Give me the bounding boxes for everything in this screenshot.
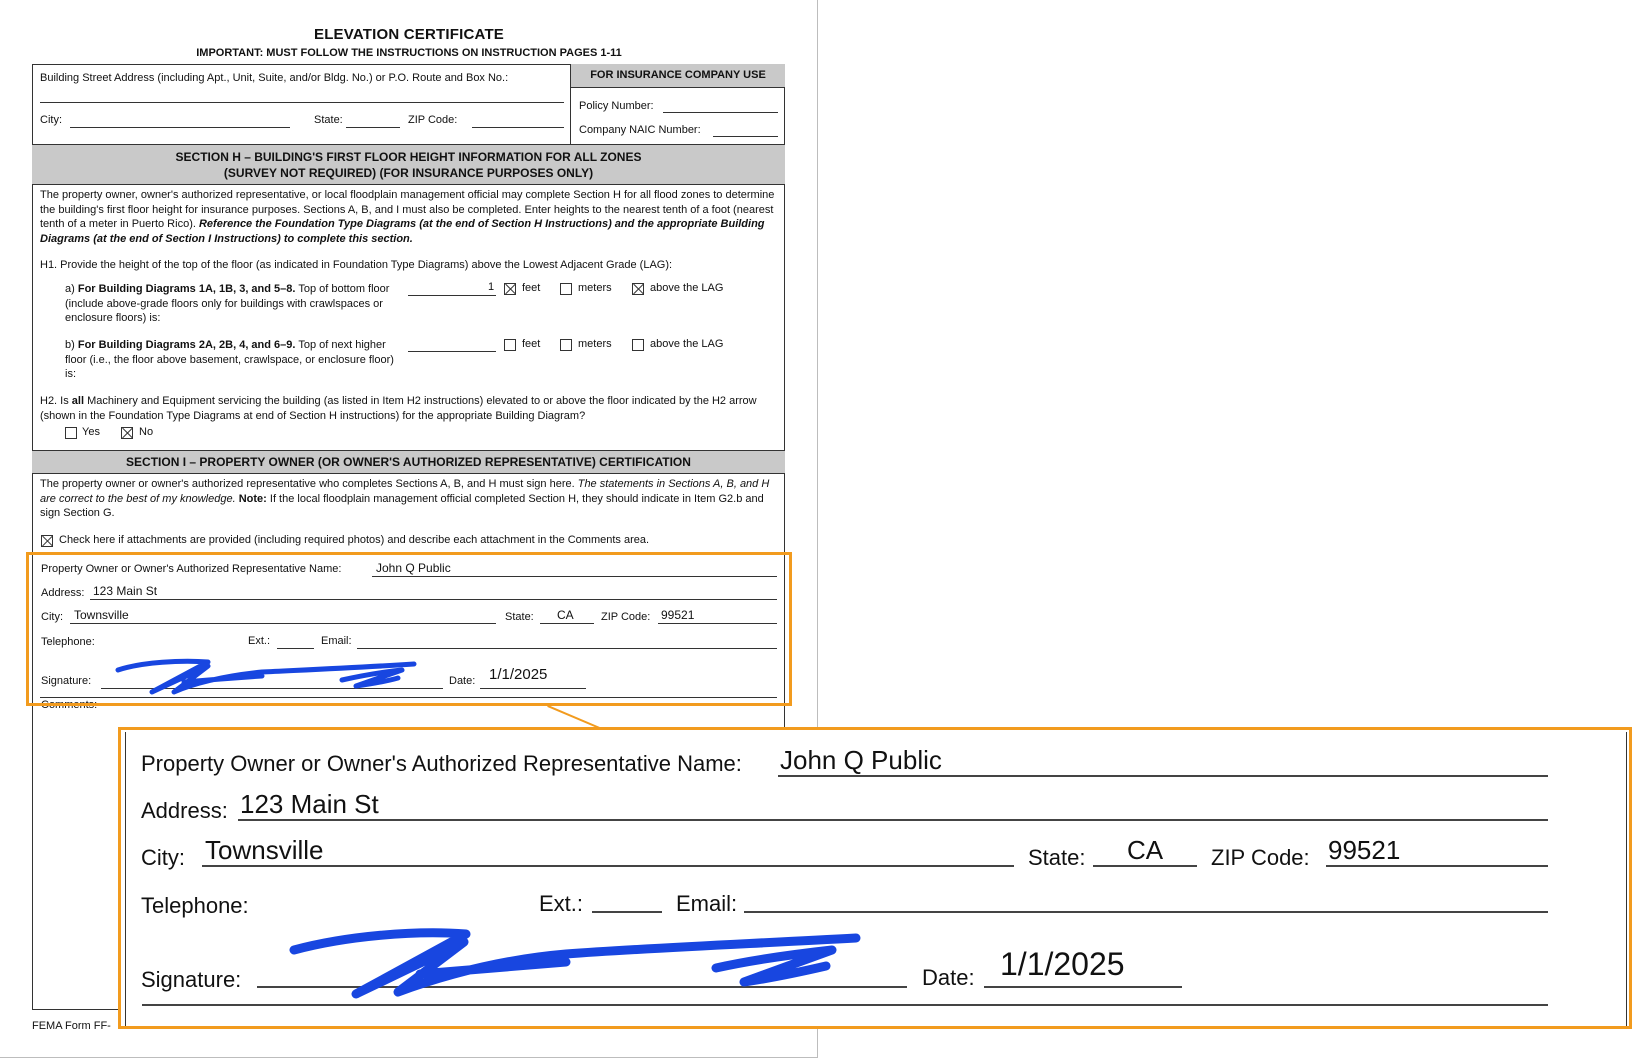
h1a-lag-checkbox[interactable]: [632, 283, 644, 295]
section-h-title-line1: SECTION H – BUILDING'S FIRST FLOOR HEIGHT INFORMATION FOR ALL ZONES: [175, 150, 642, 164]
section-i-intro: [40, 477, 778, 521]
zoom-address-field[interactable]: [238, 819, 1548, 821]
city-field[interactable]: [70, 127, 290, 128]
section-i-header: SECTION I – PROPERTY OWNER (OR OWNER'S AUTHORIZED REPRESENTATIVE) CERTIFICATION: [32, 450, 785, 474]
city-label: City:: [40, 114, 62, 126]
owner-telephone-label: Telephone:: [41, 636, 95, 648]
h2-no-label: No: [139, 426, 154, 438]
h2-text-a: H2. Is: [40, 395, 69, 407]
owner-state-value: CA: [557, 608, 574, 622]
section-h-header: [32, 144, 785, 185]
h1b-height-field[interactable]: [408, 351, 496, 352]
h2-text-all: all: [71, 395, 85, 407]
owner-zip-value: 99521: [661, 608, 695, 622]
building-address-block: [32, 64, 570, 144]
h1b-prefix: b): [65, 339, 75, 351]
zoom-row-rule: [142, 1004, 1548, 1006]
page-title: ELEVATION CERTIFICATE: [313, 26, 505, 43]
zoom-signature-image: [286, 920, 866, 1002]
zoom-city-value: Townsville: [205, 835, 324, 865]
comments-label: Comments:: [41, 699, 98, 711]
insurance-header: FOR INSURANCE COMPANY USE: [571, 64, 785, 88]
zoom-zip-label: ZIP Code:: [1211, 845, 1310, 870]
h1a-prefix: a): [65, 283, 75, 295]
zoom-city-field[interactable]: [202, 865, 1014, 867]
owner-email-label: Email:: [321, 635, 352, 647]
owner-name-label: Property Owner or Owner's Authorized Representative Name:: [41, 563, 342, 575]
zoom-ext-field[interactable]: [592, 911, 662, 913]
owner-city-value: Townsville: [74, 608, 129, 622]
zoom-signature-label: Signature:: [141, 967, 242, 992]
h1a-height-value: 1: [488, 281, 495, 293]
zoom-callout: [118, 727, 1632, 1029]
attachments-label: Check here if attachments are provided (including required photos) and describe each attachment in the Comments area.: [59, 534, 650, 546]
zoom-date-label: Date:: [922, 965, 975, 990]
zoom-email-label: Email:: [676, 891, 738, 916]
zoom-address-label: Address:: [141, 798, 228, 823]
section-i-note: If the local floodplain management official completed Section H, they should indicate in Item G2.b and sign Section G.: [40, 492, 764, 519]
street-address-label: Building Street Address (including Apt., Unit, Suite, and/or Bldg. No.) or P.O. Route and Box No.:: [40, 72, 509, 84]
naic-number-field[interactable]: [713, 136, 778, 137]
h1b-lag-checkbox[interactable]: [632, 339, 644, 351]
h1a-rest: Top of bottom floor (include above-grade floors only for buildings with crawlspaces or enclosure floors) is:: [65, 283, 390, 324]
h1-label: H1. Provide the height of the top of the floor (as indicated in Foundation Type Diagrams) above the Lowest Adjacent Grade (LAG):: [40, 259, 673, 271]
zoom-telephone-label: Telephone:: [141, 893, 249, 918]
zoom-frame: [125, 732, 1627, 1028]
section-i-intro-text: The property owner or owner's authorized representative who completes Sections A, B, and H must sign here.: [40, 478, 575, 490]
h1a-lag-label: above the LAG: [650, 282, 724, 294]
street-address-field[interactable]: [40, 102, 564, 103]
attachments-checkbox[interactable]: [41, 535, 53, 547]
form-footer: FEMA Form FF-: [32, 1020, 111, 1032]
section-h-intro-emphasis: Reference the Foundation Type Diagrams (at the end of Section H Instructions) and the appropriate Building Diagrams (at the end of Section I Instructions) to complete this section.: [40, 218, 765, 245]
zoom-state-value: CA: [1127, 835, 1164, 865]
h1b-feet-checkbox[interactable]: [504, 339, 516, 351]
owner-address-value: 123 Main St: [93, 584, 158, 598]
section-i-note-bold: Note:: [238, 492, 267, 505]
h1a-bold: For Building Diagrams 1A, 1B, 3, and 5–8.: [77, 283, 296, 295]
zoom-ext-label: Ext.:: [539, 891, 584, 916]
h1b-lag-label: above the LAG: [650, 338, 724, 350]
h2-yes-label: Yes: [82, 426, 100, 438]
zoom-owner-name-value: John Q Public: [780, 745, 942, 775]
h1a-description: [65, 282, 405, 326]
owner-ext-label: Ext.:: [248, 635, 271, 647]
zoom-state-label: State:: [1028, 845, 1086, 870]
owner-date-value: 1/1/2025: [489, 666, 548, 683]
zoom-address-value: 123 Main St: [240, 789, 379, 819]
h2-question: [40, 394, 778, 423]
zip-field[interactable]: [472, 127, 564, 128]
h1a-meters-label: meters: [578, 282, 612, 294]
owner-name-value: John Q Public: [376, 561, 451, 575]
h1b-meters-checkbox[interactable]: [560, 339, 572, 351]
state-label: State:: [314, 114, 343, 126]
h2-no-checkbox[interactable]: [121, 427, 133, 439]
h1a-feet-checkbox[interactable]: [504, 283, 516, 295]
zoom-date-field[interactable]: [984, 986, 1182, 988]
owner-city-label: City:: [41, 611, 63, 623]
zoom-date-value: 1/1/2025: [1000, 946, 1125, 982]
zoom-city-label: City:: [141, 845, 185, 870]
policy-number-field[interactable]: [663, 112, 778, 113]
state-field[interactable]: [346, 127, 400, 128]
h1a-meters-checkbox[interactable]: [560, 283, 572, 295]
h2-yes-checkbox[interactable]: [65, 427, 77, 439]
h1a-feet-label: feet: [522, 282, 541, 294]
h1b-rest: Top of next higher floor (i.e., the floor above basement, crawlspace, or enclosure floor) is:: [65, 339, 394, 380]
h2-text-b: Machinery and Equipment servicing the building (as listed in Item H2 instructions) elevated to or above the floor indicated by the H2 arrow (shown in the Foundation Type Diagrams at end of Section H instructions) for the appropriate Building Diagram?: [40, 395, 757, 422]
section-h-intro-text: The property owner, owner's authorized representative, or local floodplain management official may complete Section H for all flood zones to determine the building's first floor height for insurance purposes. Sections A, B, and I must also be completed. Enter heights to the nearest tenth of a foot (nearest tenth of a meter in Puerto Rico).: [40, 189, 775, 230]
section-h-title-line2: (SURVEY NOT REQUIRED) (FOR INSURANCE PURPOSES ONLY): [223, 166, 594, 180]
h1b-meters-label: meters: [578, 338, 612, 350]
h1b-description: [65, 338, 405, 382]
owner-zip-label: ZIP Code:: [601, 611, 651, 623]
h1b-bold: For Building Diagrams 2A, 2B, 4, and 6–9.: [77, 339, 296, 351]
insurance-company-block: [570, 64, 785, 144]
zoom-zip-value: 99521: [1328, 835, 1401, 865]
policy-number-label: Policy Number:: [579, 100, 654, 112]
owner-signature-label: Signature:: [41, 675, 92, 687]
section-i-intro-italic: The statements in Sections A, B, and H are correct to the best of my knowledge.: [40, 478, 770, 505]
section-h-intro: [40, 188, 778, 246]
zoom-owner-name-label: Property Owner or Owner's Authorized Representative Name:: [141, 751, 742, 776]
zoom-email-field[interactable]: [744, 911, 1548, 913]
owner-date-label: Date:: [449, 675, 476, 687]
page-subtitle: IMPORTANT: MUST FOLLOW THE INSTRUCTIONS ON INSTRUCTION PAGES 1-11: [196, 47, 622, 59]
owner-address-label: Address:: [41, 587, 85, 599]
h1b-feet-label: feet: [522, 338, 541, 350]
highlight-box: [26, 552, 792, 706]
owner-state-label: State:: [505, 611, 534, 623]
h1a-height-field[interactable]: [408, 295, 496, 296]
zip-label: ZIP Code:: [408, 114, 458, 126]
naic-number-label: Company NAIC Number:: [579, 124, 701, 136]
